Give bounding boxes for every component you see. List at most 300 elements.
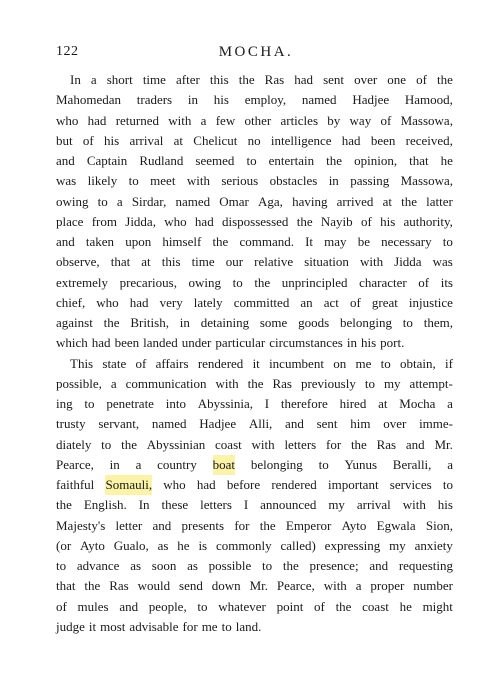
word: Ras	[272, 375, 292, 391]
word: situation	[304, 254, 349, 270]
word: a	[116, 193, 123, 209]
word: therefore	[280, 396, 328, 411]
word: British,	[130, 315, 169, 330]
word: diately	[56, 436, 92, 452]
word: Mahomedan	[56, 92, 121, 108]
word: Emperor	[285, 517, 332, 533]
word: belonging	[339, 315, 392, 330]
word: Jidda	[394, 254, 422, 270]
word: that	[110, 254, 131, 270]
word: had	[129, 294, 149, 310]
text-line	[56, 252, 453, 272]
word: he	[399, 598, 412, 614]
word: Massowa,	[400, 112, 453, 128]
word: of	[349, 294, 361, 310]
word: been	[370, 132, 396, 148]
word: with	[323, 578, 347, 594]
word: with	[215, 375, 239, 391]
word: over	[383, 416, 407, 432]
text-line	[56, 414, 453, 434]
word: meet	[150, 173, 176, 189]
word: before	[226, 477, 261, 492]
text-line	[56, 374, 453, 394]
word: was	[432, 254, 453, 270]
word: by	[327, 112, 341, 128]
word: my	[328, 497, 345, 513]
word: to	[84, 396, 95, 411]
text-line	[56, 597, 453, 617]
word: a	[90, 72, 97, 87]
word: and	[405, 436, 425, 452]
word: unprincipled	[281, 274, 348, 290]
text-line	[56, 192, 453, 212]
word: Massowa,	[400, 173, 453, 189]
text-line	[56, 232, 453, 252]
word: to	[364, 375, 375, 391]
word: and	[56, 153, 75, 168]
word: observe,	[56, 254, 100, 270]
word: Ras	[376, 436, 397, 452]
word: passing	[350, 173, 390, 189]
word: state	[102, 355, 127, 371]
word: communication	[125, 375, 207, 391]
word: time	[142, 72, 166, 87]
word: and	[285, 416, 304, 432]
word: to	[442, 234, 453, 249]
word: articles	[280, 112, 319, 128]
word: sent	[316, 416, 338, 432]
word: particular	[215, 335, 266, 351]
word: into	[165, 396, 186, 411]
word: at	[378, 396, 388, 411]
word: Mr.	[434, 436, 453, 452]
word: who	[56, 112, 79, 128]
word: to	[246, 153, 257, 168]
word: the	[84, 578, 101, 594]
text-line	[56, 455, 453, 475]
word: coast	[215, 436, 242, 452]
word: against	[56, 315, 93, 330]
text-line	[56, 151, 453, 171]
word: them,	[423, 315, 453, 330]
word: Hadjee	[199, 416, 237, 432]
word: hired	[339, 396, 367, 411]
word: that	[56, 578, 76, 594]
word: received,	[405, 132, 453, 148]
word: Alli,	[248, 416, 273, 432]
word: traders	[136, 92, 173, 108]
word: to	[232, 274, 243, 290]
word: to	[221, 618, 232, 634]
word: requesting	[398, 558, 453, 573]
word: time	[191, 254, 215, 270]
word: authority,	[403, 213, 453, 229]
word: he	[177, 537, 190, 553]
word: arrival	[356, 497, 391, 513]
word: obstacles	[269, 173, 318, 189]
text-line	[56, 111, 453, 131]
word: country	[157, 456, 197, 472]
word: Ras	[264, 72, 285, 87]
word: sent	[323, 72, 345, 87]
word: for	[325, 436, 342, 452]
word: possible	[208, 558, 252, 573]
word: in	[187, 92, 199, 108]
word: letters	[284, 436, 317, 452]
word: short	[106, 72, 133, 87]
word: presence;	[309, 558, 359, 573]
word: is	[198, 537, 208, 553]
word: goods	[298, 315, 330, 330]
word: of	[416, 72, 427, 87]
text-line	[56, 131, 453, 151]
word: had	[91, 335, 111, 351]
word: few	[215, 112, 236, 128]
word: Chelicut	[193, 132, 238, 148]
word: seemed	[195, 153, 235, 168]
word: of	[418, 274, 430, 290]
word: command.	[239, 234, 294, 249]
word: me	[201, 618, 218, 634]
word: in	[179, 315, 190, 330]
word: which	[56, 335, 88, 351]
word: the	[282, 558, 299, 573]
word: who	[96, 294, 119, 310]
word: this	[161, 254, 181, 270]
word: most	[100, 618, 126, 634]
word: and	[152, 517, 172, 533]
word: of	[135, 355, 147, 371]
word: In	[70, 72, 81, 87]
word: Abyssinian	[146, 436, 206, 452]
word: my	[383, 375, 401, 391]
word: character	[359, 274, 407, 290]
word: Nayib	[320, 213, 353, 229]
word: who	[163, 477, 186, 492]
word: a	[200, 112, 207, 128]
word: Beralli,	[392, 456, 432, 472]
word: serious	[221, 173, 259, 189]
word: of	[314, 598, 325, 614]
word: his	[360, 335, 377, 351]
word: having	[292, 193, 328, 209]
word: with	[168, 112, 192, 128]
word: Gualo,	[113, 537, 149, 553]
word: him	[350, 416, 371, 432]
word: no	[247, 132, 261, 148]
word: previously	[300, 375, 356, 391]
word: that	[409, 153, 429, 168]
word: opinion,	[354, 153, 398, 168]
word: owing	[56, 193, 89, 209]
word: Pearce,	[56, 456, 94, 472]
word: if	[445, 355, 453, 371]
word: rendered	[271, 477, 317, 492]
word: was	[56, 173, 77, 189]
word: Hamood,	[404, 92, 453, 108]
word: had	[194, 213, 214, 229]
body-text	[56, 70, 453, 637]
word: with	[186, 173, 210, 189]
word: letter	[115, 517, 143, 533]
word: ing	[56, 396, 73, 411]
word: a	[447, 456, 453, 472]
word: named	[175, 193, 211, 209]
word: way	[349, 112, 372, 128]
word: the	[56, 497, 72, 513]
word: extremely	[56, 274, 108, 290]
word: to	[262, 558, 273, 573]
word: for	[234, 517, 250, 533]
word: It	[305, 234, 314, 249]
word: services	[389, 477, 432, 492]
word: soon	[151, 558, 177, 573]
highlighted-word: boat	[213, 455, 235, 475]
word: Ras	[109, 578, 129, 594]
word: named	[151, 416, 187, 432]
text-line	[56, 171, 453, 191]
word: belonging	[250, 456, 303, 472]
word: who	[164, 213, 187, 229]
word: Pearce,	[276, 578, 315, 594]
word: in	[346, 335, 357, 351]
text-line	[56, 394, 453, 414]
word: commonly	[215, 537, 272, 553]
word: the	[401, 193, 417, 209]
word: as	[187, 558, 198, 573]
word: I	[264, 396, 270, 411]
word: English.	[83, 497, 127, 513]
word: rendered	[197, 355, 244, 371]
word: to	[197, 598, 208, 614]
word: circumstances	[269, 335, 343, 351]
word: himself	[162, 234, 202, 249]
word: Ayto	[341, 517, 367, 533]
word: anxiety	[414, 537, 453, 553]
word: imme-	[419, 416, 453, 432]
word: he	[440, 153, 453, 168]
word: committed	[233, 294, 290, 310]
word: called)	[280, 537, 316, 553]
word: one	[387, 72, 407, 87]
word: at	[173, 132, 184, 148]
word: arrival	[129, 132, 164, 148]
word: Omar	[219, 193, 249, 209]
word: be	[357, 234, 370, 249]
text-line	[56, 273, 453, 293]
word: entertain	[268, 153, 315, 168]
running-head: MOCHA.	[218, 44, 294, 60]
word: In	[138, 497, 150, 513]
word: down	[211, 578, 241, 594]
word: incumbent	[269, 355, 324, 371]
text-line	[56, 556, 453, 576]
word: presents	[181, 517, 225, 533]
word: the	[259, 517, 276, 533]
word: Hadjee	[352, 92, 390, 108]
word: the	[335, 598, 352, 614]
word: judge	[56, 618, 85, 634]
word: trusty	[56, 416, 86, 432]
word: of	[82, 132, 94, 148]
word: but	[56, 132, 73, 148]
word: named	[301, 92, 337, 108]
text-line	[56, 70, 453, 90]
word: to	[402, 315, 413, 330]
word: penetrate	[106, 396, 154, 411]
word: the	[121, 436, 137, 452]
word: with	[251, 436, 275, 452]
word: obtain,	[400, 355, 436, 371]
word: the	[212, 234, 229, 249]
word: had	[294, 72, 314, 87]
page-number: 122	[56, 44, 79, 59]
word: his	[213, 92, 229, 108]
word: to	[101, 436, 112, 452]
word: the	[296, 213, 313, 229]
word: Majesty's	[56, 517, 106, 533]
word: his	[380, 213, 396, 229]
word: been	[114, 335, 140, 351]
word: in	[328, 173, 339, 189]
word: after	[175, 72, 200, 87]
word: letters	[200, 497, 232, 513]
text-line	[56, 536, 453, 556]
word: and	[56, 234, 75, 249]
word: necessary	[381, 234, 432, 249]
word: of	[56, 598, 67, 614]
text-line	[56, 293, 453, 313]
word: to	[128, 173, 139, 189]
word: dispossessed	[221, 213, 289, 229]
word: from	[91, 213, 117, 229]
word: expressing	[324, 537, 381, 553]
word: to	[97, 193, 108, 209]
word: Mocha	[399, 396, 436, 411]
word: number	[413, 578, 453, 594]
word: Captain	[86, 153, 128, 168]
word: I	[243, 497, 249, 513]
word: it	[88, 618, 97, 634]
word: these	[161, 497, 189, 513]
word: of	[380, 112, 392, 128]
word: lately	[193, 294, 223, 310]
word: a	[110, 375, 117, 391]
word: owing	[188, 274, 222, 290]
word: for	[182, 618, 198, 634]
word: send	[179, 578, 203, 594]
word: had	[341, 132, 361, 148]
word: Aga,	[258, 193, 283, 209]
word: some	[259, 315, 288, 330]
word: people,	[148, 598, 187, 614]
word: latter	[426, 193, 453, 209]
word: our	[225, 254, 244, 270]
word: me	[355, 355, 372, 371]
text-line	[56, 435, 453, 455]
word: point	[276, 598, 304, 614]
word: Jidda,	[125, 213, 156, 229]
word: at	[382, 193, 392, 209]
text-line	[56, 617, 453, 637]
word: whatever	[218, 598, 266, 614]
word: the	[437, 72, 453, 87]
word: intelligence	[270, 132, 332, 148]
word: on	[333, 355, 347, 371]
word: precarious,	[119, 274, 177, 290]
word: landed	[143, 335, 178, 351]
word: as	[157, 537, 169, 553]
word: Sirdar,	[131, 193, 167, 209]
word: it	[252, 355, 260, 371]
word: servant,	[98, 416, 140, 432]
word: to	[442, 477, 453, 492]
word: in	[109, 456, 120, 472]
word: and	[119, 598, 139, 614]
word: over	[354, 72, 378, 87]
word: announced	[260, 497, 317, 513]
word: Abyssinia,	[197, 396, 253, 411]
text-line	[56, 313, 453, 333]
text-line	[56, 212, 453, 232]
word: may	[324, 234, 347, 249]
text-line	[56, 495, 453, 515]
word: would	[137, 578, 171, 594]
word: and	[369, 558, 389, 573]
word: had	[87, 112, 107, 128]
text-line	[56, 90, 453, 110]
word: possible,	[56, 375, 102, 391]
word: an	[300, 294, 313, 310]
word: this	[209, 72, 229, 87]
word: arrived	[336, 193, 374, 209]
word: upon	[125, 234, 152, 249]
word: his	[437, 497, 453, 513]
word: coast	[362, 598, 389, 614]
word: mules	[77, 598, 109, 614]
word: Egwala	[376, 517, 416, 533]
text-line	[56, 516, 453, 536]
word: Yunus	[344, 456, 378, 472]
word: returned	[115, 112, 160, 128]
word: to	[318, 456, 329, 472]
word: the	[350, 436, 367, 452]
word: the	[238, 72, 255, 87]
word: my	[389, 537, 406, 553]
word: the	[254, 274, 271, 290]
word: relative	[254, 254, 294, 270]
word: important	[328, 477, 379, 492]
text-line	[56, 475, 453, 495]
word: as	[130, 558, 142, 573]
word: advance	[76, 558, 120, 573]
word: the	[103, 315, 120, 330]
word: port.	[380, 335, 405, 351]
word: under	[181, 335, 212, 351]
word: with	[402, 497, 426, 513]
word: to	[56, 558, 67, 573]
word: faithful	[56, 477, 95, 492]
word: had	[196, 477, 216, 492]
word: advisable	[129, 618, 179, 634]
word: the	[247, 375, 264, 391]
word: (or	[56, 537, 72, 553]
word: attempt-	[409, 375, 453, 391]
word: Ayto	[80, 537, 105, 553]
word: a	[135, 456, 142, 472]
highlighted-word: Somauli,	[105, 475, 152, 495]
word: employ,	[244, 92, 287, 108]
